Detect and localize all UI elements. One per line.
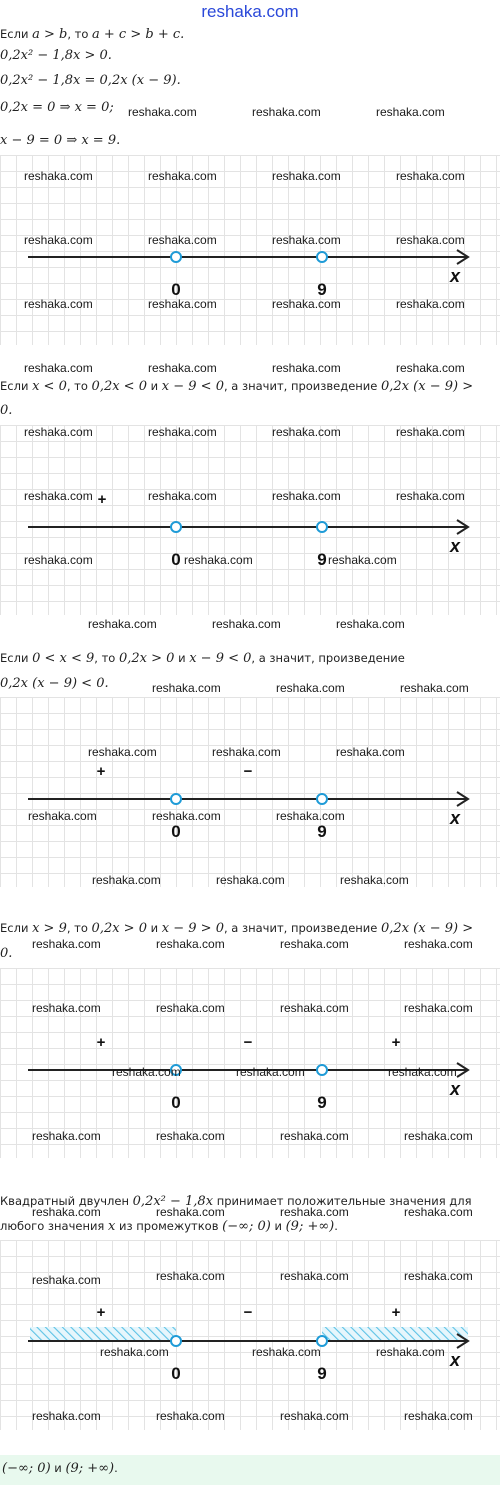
step-factor: 0,2x² − 1,8x = 0,2x (x − 9).	[0, 73, 181, 88]
label-x: x	[449, 536, 461, 556]
answer-p1: и	[50, 1461, 66, 1475]
case1-p4: , а значит, произведение	[223, 379, 382, 393]
watermark: reshaka.com	[32, 937, 101, 951]
watermark: reshaka.com	[280, 1129, 349, 1143]
watermark: reshaka.com	[28, 809, 97, 823]
watermark: reshaka.com	[156, 1001, 225, 1015]
point-nine	[317, 252, 327, 262]
watermark: reshaka.com	[280, 1409, 349, 1423]
sign-plus-left: +	[96, 1304, 106, 1321]
case3-m2: 0,2x > 0	[91, 921, 147, 936]
case3-m3: x − 9 > 0	[161, 921, 224, 936]
watermark: reshaka.com	[156, 1205, 225, 1219]
conclusion-m1: 0,2x² − 1,8x	[132, 1194, 214, 1209]
case1-p1: Если	[0, 379, 33, 393]
case2-m2: 0,2x > 0	[118, 651, 175, 666]
conclusion-p2: принимает положительные значения для	[213, 1194, 472, 1208]
conclusion-p4: из промежутков	[115, 1219, 223, 1233]
watermark: reshaka.com	[236, 1065, 305, 1079]
sign-plus-right: +	[391, 1304, 401, 1321]
watermark: reshaka.com	[152, 809, 221, 823]
hatch-right-interval	[322, 1327, 468, 1341]
point-nine	[317, 522, 327, 532]
watermark: reshaka.com	[148, 297, 217, 311]
label-zero: 0	[171, 822, 181, 841]
rule-line	[0, 26, 184, 42]
watermark: reshaka.com	[280, 937, 349, 951]
conclusion-m3: (−∞; 0)	[222, 1219, 271, 1234]
watermark: reshaka.com	[156, 937, 225, 951]
watermark: reshaka.com	[212, 745, 281, 759]
case2-m3: x − 9 < 0	[189, 651, 252, 666]
conclusion-p5: и	[270, 1219, 286, 1233]
watermark: reshaka.com	[148, 489, 217, 503]
watermark: reshaka.com	[32, 1273, 101, 1287]
watermark: reshaka.com	[216, 873, 285, 887]
watermark: reshaka.com	[148, 361, 217, 375]
answer-p2: .	[114, 1461, 118, 1475]
watermark: reshaka.com	[336, 617, 405, 631]
site-title[interactable]: reshaka.com	[201, 2, 299, 21]
number-line-panel-3	[0, 697, 500, 887]
label-zero: 0	[171, 1093, 181, 1112]
watermark: reshaka.com	[280, 1205, 349, 1219]
watermark: reshaka.com	[24, 169, 93, 183]
watermark: reshaka.com	[272, 233, 341, 247]
watermark: reshaka.com	[92, 873, 161, 887]
watermark: reshaka.com	[184, 553, 253, 567]
watermark: reshaka.com	[32, 1409, 101, 1423]
point-zero	[171, 794, 181, 804]
watermark: reshaka.com	[88, 745, 157, 759]
label-zero: 0	[171, 280, 181, 299]
number-line-2	[0, 425, 500, 615]
watermark: reshaka.com	[272, 489, 341, 503]
case3-line2: 0.	[0, 946, 13, 961]
sign-minus-middle: −	[243, 763, 253, 780]
watermark: reshaka.com	[156, 1409, 225, 1423]
case2-p1: Если	[0, 651, 33, 665]
rule-mid: , то	[67, 27, 93, 41]
sign-plus-left: +	[97, 491, 107, 508]
watermark: reshaka.com	[24, 425, 93, 439]
watermark: reshaka.com	[376, 1345, 445, 1359]
watermark: reshaka.com	[100, 1345, 169, 1359]
watermark: reshaka.com	[252, 1345, 321, 1359]
case1-p3: и	[146, 379, 162, 393]
case2-line1	[0, 650, 405, 666]
case3-p1: Если	[0, 921, 33, 935]
watermark: reshaka.com	[336, 745, 405, 759]
case1-line2: 0.	[0, 403, 13, 418]
watermark: reshaka.com	[396, 361, 465, 375]
watermark: reshaka.com	[88, 617, 157, 631]
conclusion-m2: x	[108, 1219, 116, 1234]
rule-a: a > b	[32, 27, 68, 42]
answer-box	[0, 1455, 500, 1485]
watermark: reshaka.com	[396, 233, 465, 247]
hatch-left-interval	[30, 1327, 176, 1341]
watermark: reshaka.com	[272, 425, 341, 439]
watermark: reshaka.com	[32, 1001, 101, 1015]
watermark: reshaka.com	[152, 681, 221, 695]
sign-plus-right: +	[391, 1034, 401, 1051]
conclusion-line2	[0, 1218, 338, 1234]
watermark: reshaka.com	[400, 681, 469, 695]
watermark: reshaka.com	[252, 105, 321, 119]
conclusion-p1: Квадратный двучлен	[0, 1194, 133, 1208]
answer-m2: (9; +∞)	[65, 1461, 115, 1476]
watermark: reshaka.com	[276, 809, 345, 823]
number-line-panel-1	[0, 155, 500, 345]
case1-m4: 0,2x (x − 9) >	[381, 379, 474, 394]
case3-p2: , то	[66, 921, 92, 935]
watermark: reshaka.com	[276, 681, 345, 695]
label-nine: 9	[317, 550, 327, 569]
step-root-zero: 0,2x = 0 ⇒ x = 0;	[0, 100, 114, 115]
label-x: x	[449, 808, 461, 828]
watermark: reshaka.com	[376, 105, 445, 119]
watermark: reshaka.com	[404, 1269, 473, 1283]
sign-plus-left: +	[96, 763, 106, 780]
point-zero	[171, 1336, 181, 1346]
label-nine: 9	[317, 280, 327, 299]
sign-plus-left: +	[96, 1034, 106, 1051]
case3-m4: 0,2x (x − 9) >	[381, 921, 474, 936]
watermark: reshaka.com	[24, 297, 93, 311]
watermark: reshaka.com	[404, 1001, 473, 1015]
watermark: reshaka.com	[24, 361, 93, 375]
watermark: reshaka.com	[24, 553, 93, 567]
step-root-nine: x − 9 = 0 ⇒ x = 9.	[0, 133, 121, 148]
watermark: reshaka.com	[272, 297, 341, 311]
sign-minus-middle: −	[243, 1034, 253, 1051]
watermark: reshaka.com	[24, 489, 93, 503]
point-nine	[317, 1065, 327, 1075]
watermark: reshaka.com	[280, 1269, 349, 1283]
watermark: reshaka.com	[148, 233, 217, 247]
watermark: reshaka.com	[388, 1065, 457, 1079]
watermark: reshaka.com	[148, 169, 217, 183]
point-zero	[171, 252, 181, 262]
conclusion-m4: (9; +∞)	[285, 1219, 335, 1234]
case2-p2: , то	[94, 651, 119, 665]
case2-p3: и	[174, 651, 190, 665]
watermark: reshaka.com	[272, 361, 341, 375]
label-zero: 0	[171, 1364, 181, 1383]
label-x: x	[449, 1350, 461, 1370]
case2-p4: , а значит, произведение	[251, 651, 405, 665]
case1-line1	[0, 378, 473, 394]
rule-b: a + c > b + c.	[92, 27, 185, 42]
watermark: reshaka.com	[156, 1129, 225, 1143]
label-x: x	[449, 266, 461, 286]
case1-m1: x < 0	[32, 379, 67, 394]
case3-m1: x > 9	[32, 921, 67, 936]
watermark: reshaka.com	[404, 1205, 473, 1219]
watermark: reshaka.com	[396, 297, 465, 311]
sign-minus-middle: −	[243, 1304, 253, 1321]
label-nine: 9	[317, 1364, 327, 1383]
watermark: reshaka.com	[32, 1129, 101, 1143]
label-nine: 9	[317, 1093, 327, 1112]
case1-m2: 0,2x < 0	[91, 379, 147, 394]
watermark: reshaka.com	[24, 233, 93, 247]
watermark: reshaka.com	[32, 1205, 101, 1219]
answer-m1: (−∞; 0)	[2, 1461, 51, 1476]
watermark: reshaka.com	[340, 873, 409, 887]
case3-p3: и	[146, 921, 162, 935]
label-x: x	[449, 1079, 461, 1099]
point-zero	[171, 522, 181, 532]
conclusion-p3: любого значения	[0, 1219, 109, 1233]
number-line-1	[0, 155, 500, 345]
step-inequality: 0,2x² − 1,8x > 0.	[0, 48, 112, 63]
conclusion-p6: .	[334, 1219, 338, 1233]
watermark: reshaka.com	[396, 489, 465, 503]
watermark: reshaka.com	[112, 1065, 181, 1079]
case1-m3: x − 9 < 0	[161, 379, 224, 394]
case2-m1: 0 < x < 9	[32, 651, 95, 666]
case1-p2: , то	[66, 379, 92, 393]
watermark: reshaka.com	[396, 169, 465, 183]
label-zero: 0	[171, 550, 181, 569]
watermark: reshaka.com	[148, 425, 217, 439]
watermark: reshaka.com	[328, 553, 397, 567]
watermark: reshaka.com	[396, 425, 465, 439]
watermark: reshaka.com	[128, 105, 197, 119]
point-nine	[317, 794, 327, 804]
watermark: reshaka.com	[404, 937, 473, 951]
case2-line2: 0,2x (x − 9) < 0.	[0, 676, 109, 691]
number-line-3	[0, 697, 500, 887]
label-nine: 9	[317, 822, 327, 841]
watermark: reshaka.com	[404, 1409, 473, 1423]
watermark: reshaka.com	[272, 169, 341, 183]
case3-p4: , а значит, произведение	[223, 921, 382, 935]
number-line-panel-2	[0, 425, 500, 615]
watermark: reshaka.com	[280, 1001, 349, 1015]
rule-prefix: Если	[0, 27, 33, 41]
case3-line1	[0, 920, 473, 936]
watermark: reshaka.com	[212, 617, 281, 631]
watermark: reshaka.com	[404, 1129, 473, 1143]
watermark: reshaka.com	[156, 1269, 225, 1283]
